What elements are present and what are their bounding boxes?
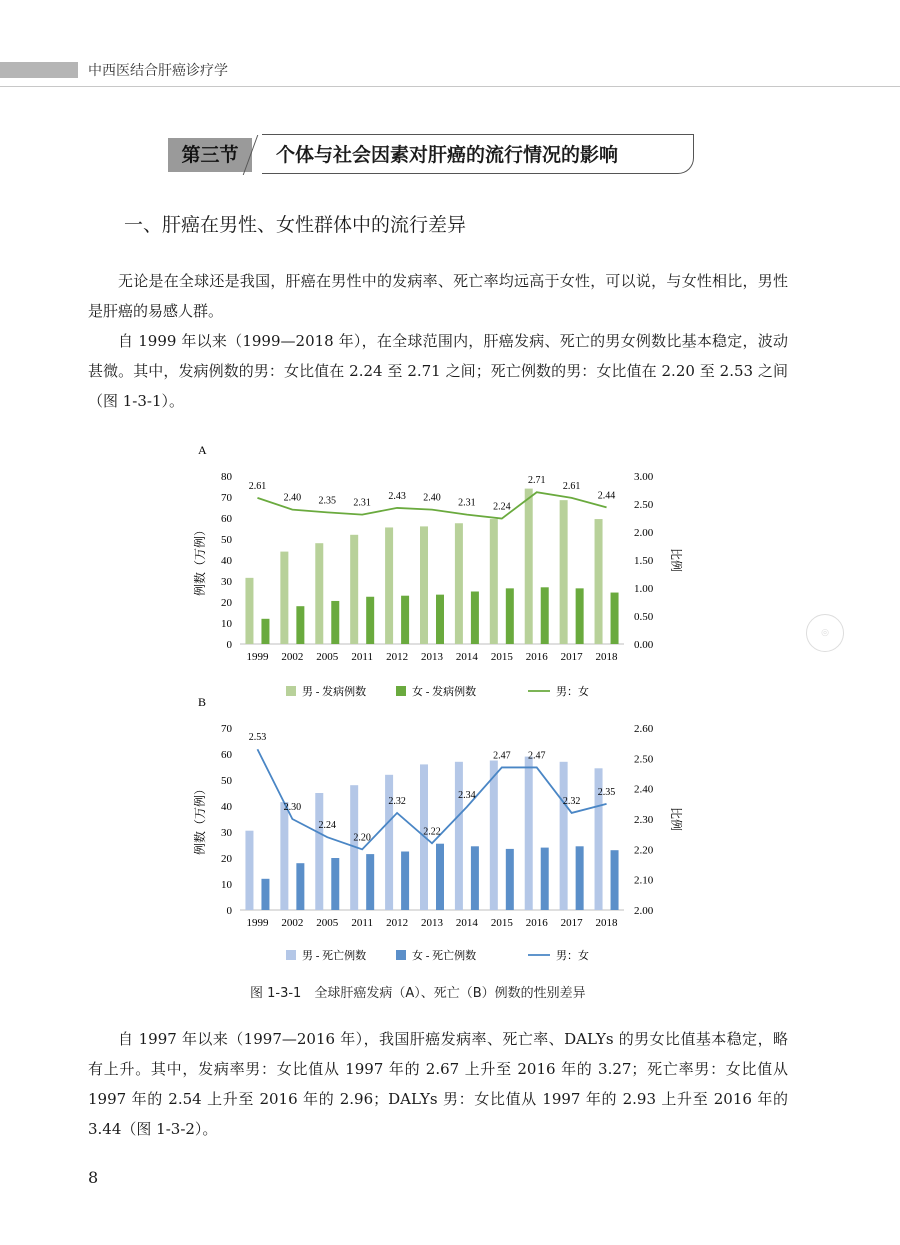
x-tick-label: 2013 — [421, 651, 443, 663]
x-tick-label: 1999 — [246, 651, 269, 663]
y2-tick-label: 2.20 — [634, 844, 654, 857]
bar-female — [296, 863, 304, 910]
page-number: 8 — [88, 1168, 99, 1187]
data-label: 2.44 — [597, 490, 616, 502]
y2-tick-label: 1.50 — [634, 555, 654, 567]
bar-male — [280, 802, 288, 910]
legend-swatch-male — [286, 950, 296, 960]
bar-male — [350, 535, 358, 644]
x-tick-label: 2017 — [560, 651, 583, 663]
bar-female — [506, 849, 514, 910]
bar-male — [455, 762, 463, 910]
bar-male — [385, 527, 393, 644]
bar-male — [280, 552, 288, 644]
legend-female: 女 - 死亡例数 — [412, 950, 477, 962]
x-tick-label: 2018 — [595, 651, 618, 663]
data-label: 2.32 — [562, 795, 581, 807]
y2-tick-label: 2.60 — [634, 723, 654, 735]
chart-a — [188, 440, 683, 702]
data-label: 2.30 — [283, 802, 302, 813]
bar-female — [611, 850, 619, 910]
legend-male: 男 - 发病例数 — [302, 686, 367, 698]
data-label: 2.47 — [493, 750, 511, 762]
bar-female — [331, 601, 339, 644]
legend-swatch-female — [396, 686, 406, 696]
bar-female — [506, 588, 514, 644]
legend-swatch-male — [286, 686, 296, 696]
y2-tick-label: 2.00 — [634, 527, 654, 539]
y-tick-label: 50 — [221, 775, 232, 787]
data-label: 2.71 — [527, 475, 546, 487]
x-tick-label: 1999 — [246, 917, 269, 929]
bar-male — [245, 831, 253, 910]
legend-swatch-female — [396, 950, 406, 960]
bar-male — [315, 793, 323, 910]
bar-female — [471, 592, 479, 645]
bar-female — [366, 854, 374, 910]
y-tick-label: 10 — [221, 618, 232, 630]
bar-male — [490, 761, 498, 911]
data-label: 2.31 — [353, 497, 371, 509]
data-label: 2.24 — [318, 820, 337, 832]
x-tick-label: 2014 — [455, 917, 478, 929]
x-tick-label: 2016 — [525, 651, 548, 663]
bar-male — [315, 543, 323, 644]
data-label: 2.32 — [388, 795, 406, 807]
bar-male — [420, 526, 428, 644]
section-title: 个体与社会因素对肝癌的流行情况的影响 — [262, 134, 694, 174]
y2-tick-label: 2.10 — [634, 874, 654, 887]
y-axis-title: 例数（万例） — [193, 782, 207, 856]
bar-male — [245, 578, 253, 644]
x-tick-label: 2012 — [386, 917, 409, 929]
data-label: 2.20 — [353, 832, 371, 844]
x-tick-label: 2012 — [386, 651, 409, 663]
x-tick-label: 2017 — [560, 917, 583, 929]
y-tick-label: 70 — [221, 492, 232, 504]
bar-male — [595, 519, 603, 644]
y-tick-label: 60 — [221, 513, 232, 525]
y2-tick-label: 3.00 — [634, 471, 654, 483]
y2-tick-label: 2.30 — [634, 814, 654, 826]
bar-female — [331, 858, 339, 910]
bar-female — [541, 587, 549, 644]
bar-female — [436, 844, 444, 910]
bar-male — [525, 489, 533, 644]
y2-tick-label: 0.00 — [634, 639, 654, 651]
x-tick-label: 2016 — [525, 917, 548, 929]
x-tick-label: 2002 — [281, 651, 304, 663]
bar-female — [296, 606, 304, 644]
bar-female — [541, 848, 549, 910]
y2-axis-title: 比例 — [669, 547, 683, 573]
bar-female — [261, 619, 269, 644]
y2-tick-label: 2.50 — [634, 499, 654, 511]
bar-male — [490, 519, 498, 644]
y2-tick-label: 2.40 — [634, 783, 654, 796]
legend-ratio: 男：女 — [556, 950, 589, 962]
y2-tick-label: 2.50 — [634, 753, 654, 766]
y-tick-label: 20 — [221, 597, 232, 609]
y-tick-label: 40 — [221, 555, 232, 567]
bar-female — [436, 595, 444, 644]
chart-b — [188, 695, 683, 972]
x-tick-label: 2005 — [316, 917, 339, 929]
bar-male — [560, 762, 568, 910]
y-tick-label: 80 — [221, 471, 232, 483]
bar-female — [261, 879, 269, 910]
x-tick-label: 2011 — [351, 917, 373, 929]
x-tick-label: 2014 — [455, 651, 478, 663]
data-label: 2.35 — [597, 786, 616, 798]
bar-female — [366, 597, 374, 644]
header-rule — [0, 86, 900, 87]
data-label: 2.34 — [458, 789, 476, 801]
bar-male — [525, 757, 533, 910]
paragraph-1: 无论是在全球还是我国，肝癌在男性中的发病率、死亡率均远高于女性，可以说，与女性相比，男性是肝癌的易感人群。 — [88, 272, 788, 320]
x-tick-label: 2002 — [281, 917, 304, 929]
figure-caption: 图 1-3-1 全球肝癌发病（A）、死亡（B）例数的性别差异 — [250, 986, 586, 1001]
bar-female — [576, 588, 584, 644]
paragraph-3: 自 1997 年以来（1997—2016 年），我国肝癌发病率、死亡率、DALYs 的男女比值基本稳定，略有上升。其中，发病率男：女比值从 1997 年的 2.67 上升至 2016 年的 3.27；死亡率男：女比值从 1997 年的 2.54 上升至 2016 年的 2.96；DALYs 男：女比值从 1997 年的 2.93 上升至 2016 年的 3.44（图 1-3-2）。 — [88, 1030, 788, 1138]
bar-female — [401, 852, 409, 911]
y2-axis-title: 比例 — [669, 806, 683, 832]
data-label: 2.35 — [318, 495, 337, 507]
panel-label: B — [198, 695, 207, 709]
x-tick-label: 2011 — [351, 651, 373, 663]
bar-male — [455, 523, 463, 644]
data-label: 2.40 — [423, 492, 441, 504]
data-label: 2.31 — [458, 497, 476, 509]
data-label: 2.61 — [248, 480, 267, 492]
y-tick-label: 60 — [221, 749, 232, 761]
panel-label: A — [198, 443, 207, 457]
data-label: 2.40 — [283, 492, 302, 504]
y-tick-label: 40 — [221, 801, 232, 813]
paragraph-2: 自 1999 年以来（1999—2018 年），在全球范围内，肝癌发病、死亡的男女例数比基本稳定，波动甚微。其中，发病例数的男：女比值在 2.24 至 2.71 之间；死亡例数的男：女比值在 2.20 至 2.53 之间（图 1-3-1）。 — [88, 332, 788, 410]
bar-female — [471, 846, 479, 910]
data-label: 2.22 — [423, 826, 441, 838]
section-label: 第三节 — [168, 138, 252, 172]
data-label: 2.43 — [388, 490, 406, 502]
y-tick-label: 20 — [221, 853, 232, 865]
subheading: 一、肝癌在男性、女性群体中的流行差异 — [124, 214, 467, 236]
data-label: 2.47 — [527, 750, 546, 762]
x-tick-label: 2015 — [490, 651, 513, 663]
legend-female: 女 - 发病例数 — [412, 686, 477, 698]
x-tick-label: 2005 — [316, 651, 339, 663]
y-axis-title: 例数（万例） — [193, 523, 207, 597]
bar-female — [576, 846, 584, 910]
x-tick-label: 2015 — [490, 917, 513, 929]
y-tick-label: 0 — [226, 639, 232, 651]
y-tick-label: 50 — [221, 534, 232, 546]
legend-ratio: 男：女 — [556, 686, 589, 698]
data-label: 2.24 — [493, 501, 511, 513]
bar-female — [611, 593, 619, 644]
y2-tick-label: 0.50 — [634, 611, 654, 623]
y2-tick-label: 2.00 — [634, 905, 654, 917]
y-tick-label: 30 — [221, 827, 232, 839]
bar-male — [560, 500, 568, 644]
bar-female — [401, 596, 409, 644]
data-label: 2.53 — [248, 732, 267, 744]
legend-male: 男 - 死亡例数 — [302, 950, 367, 962]
book-title: 中西医结合肝癌诊疗学 — [88, 63, 228, 79]
header-accent-bar — [0, 62, 78, 78]
y-tick-label: 0 — [226, 905, 232, 917]
x-tick-label: 2018 — [595, 917, 618, 929]
y-tick-label: 70 — [221, 723, 232, 735]
x-tick-label: 2013 — [421, 917, 443, 929]
data-label: 2.61 — [562, 480, 581, 492]
y2-tick-label: 1.00 — [634, 583, 654, 595]
y-tick-label: 30 — [221, 576, 232, 588]
watermark-seal: ◎ — [806, 614, 844, 652]
y-tick-label: 10 — [221, 879, 232, 891]
